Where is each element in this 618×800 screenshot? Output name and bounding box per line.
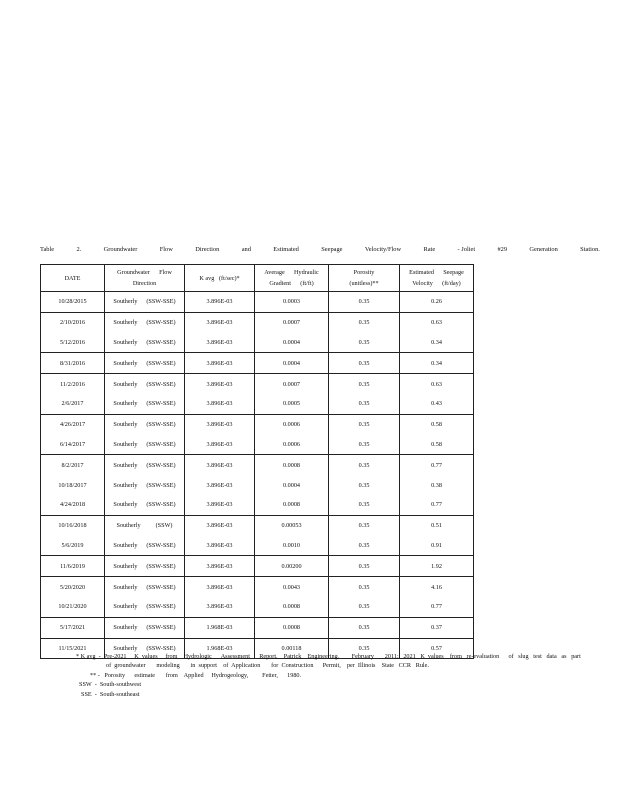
flow-direction-code: (SSW-SSE) <box>146 400 176 408</box>
table-row <box>41 374 474 394</box>
table-row <box>41 353 474 374</box>
flow-direction-code: (SSW-SSE) <box>146 421 176 429</box>
flow-direction-label: Southerly <box>113 481 138 489</box>
cell-gradient: 0.0006 <box>255 414 329 434</box>
table-row <box>41 515 474 535</box>
cell-porosity: 0.35 <box>329 577 400 597</box>
cell-velocity: 0.77 <box>400 455 474 475</box>
caption-word: Direction <box>195 246 220 253</box>
cell-porosity: 0.35 <box>329 374 400 394</box>
cell-gradient: 0.0008 <box>255 455 329 475</box>
cell-gradient: 0.0004 <box>255 353 329 374</box>
flow-direction-code: (SSW-SSE) <box>146 461 176 469</box>
table-header-row <box>41 265 474 292</box>
cell-velocity: 0.38 <box>400 475 474 495</box>
header-k-avg: K avg (ft/sec)* <box>185 265 255 292</box>
cell-flow-direction <box>105 333 185 353</box>
flow-direction-label: Southerly <box>116 522 141 530</box>
cell-date: 5/17/2021 <box>41 617 105 638</box>
flow-direction-label: Southerly <box>113 562 138 570</box>
cell-flow-direction <box>105 556 185 577</box>
cell-date: 8/31/2016 <box>41 353 105 374</box>
cell-gradient: 0.0003 <box>255 292 329 313</box>
cell-velocity: 0.57 <box>400 638 474 659</box>
cell-date: 10/16/2018 <box>41 515 105 535</box>
header-gradient: Average Hydraulic Gradient (ft/ft) <box>255 265 329 292</box>
cell-velocity: 0.63 <box>400 312 474 332</box>
cell-date: 5/12/2016 <box>41 333 105 353</box>
flow-direction-code: (SSW-SSE) <box>146 338 176 346</box>
flow-direction-label: Southerly <box>113 461 138 469</box>
cell-velocity: 0.58 <box>400 435 474 455</box>
flow-direction-code: (SSW-SSE) <box>146 319 176 327</box>
caption-word: Station. <box>580 246 600 253</box>
cell-k-avg: 3.896E-03 <box>185 455 255 475</box>
cell-date: 4/26/2017 <box>41 414 105 434</box>
cell-gradient: 0.0008 <box>255 597 329 617</box>
cell-k-avg: 1.968E-03 <box>185 638 255 659</box>
cell-k-avg: 1.968E-03 <box>185 617 255 638</box>
cell-velocity: 0.58 <box>400 414 474 434</box>
flow-direction-label: Southerly <box>113 603 138 611</box>
cell-k-avg: 3.896E-03 <box>185 374 255 394</box>
cell-date: 5/20/2020 <box>41 577 105 597</box>
cell-date: 8/2/2017 <box>41 455 105 475</box>
cell-porosity: 0.35 <box>329 353 400 374</box>
cell-date: 11/2/2016 <box>41 374 105 394</box>
cell-gradient: 0.00053 <box>255 515 329 535</box>
cell-flow-direction <box>105 455 185 475</box>
table-row <box>41 536 474 556</box>
cell-k-avg: 3.896E-03 <box>185 394 255 414</box>
cell-k-avg: 3.896E-03 <box>185 597 255 617</box>
footnote-k-avg: * K avg - Pre-2021 K values from Hydrologic Assessment Report, Patrick Engineering, February 2011; 2021 K values from re-evaluation of slug test data as part <box>76 653 581 660</box>
caption-word: Table <box>40 246 55 253</box>
flow-direction-code: (SSW) <box>155 522 173 530</box>
header-flow-direction: Groundwater Flow Direction <box>105 265 185 292</box>
cell-flow-direction <box>105 475 185 495</box>
cell-gradient: 0.0006 <box>255 435 329 455</box>
cell-gradient: 0.0007 <box>255 312 329 332</box>
flow-direction-code: (SSW-SSE) <box>146 583 176 591</box>
flow-direction-code: (SSW-SSE) <box>146 624 176 632</box>
table-row <box>41 475 474 495</box>
header-date: DATE <box>41 265 105 292</box>
table-row <box>41 394 474 414</box>
flow-direction-code: (SSW-SSE) <box>146 541 176 549</box>
cell-gradient: 0.00200 <box>255 556 329 577</box>
cell-velocity: 0.63 <box>400 374 474 394</box>
flow-direction-label: Southerly <box>113 541 138 549</box>
cell-date: 2/10/2016 <box>41 312 105 332</box>
cell-flow-direction <box>105 394 185 414</box>
cell-porosity: 0.35 <box>329 312 400 332</box>
cell-flow-direction <box>105 414 185 434</box>
cell-k-avg: 3.896E-03 <box>185 312 255 332</box>
cell-velocity: 4.16 <box>400 577 474 597</box>
cell-k-avg: 3.896E-03 <box>185 333 255 353</box>
table-row <box>41 292 474 313</box>
cell-flow-direction <box>105 536 185 556</box>
flow-direction-label: Southerly <box>113 440 138 448</box>
cell-k-avg: 3.896E-03 <box>185 414 255 434</box>
flow-direction-code: (SSW-SSE) <box>146 603 176 611</box>
cell-date: 2/6/2017 <box>41 394 105 414</box>
flow-direction-label: Southerly <box>113 421 138 429</box>
flow-direction-code: (SSW-SSE) <box>146 359 176 367</box>
cell-flow-direction <box>105 374 185 394</box>
cell-porosity: 0.35 <box>329 597 400 617</box>
cell-flow-direction <box>105 597 185 617</box>
cell-flow-direction <box>105 435 185 455</box>
cell-velocity: 0.37 <box>400 617 474 638</box>
cell-porosity: 0.35 <box>329 414 400 434</box>
cell-velocity: 1.92 <box>400 556 474 577</box>
cell-date: 11/15/2021 <box>41 638 105 659</box>
cell-gradient: 0.0043 <box>255 577 329 597</box>
cell-velocity: 0.77 <box>400 495 474 515</box>
cell-k-avg: 3.896E-03 <box>185 515 255 535</box>
cell-velocity: 0.34 <box>400 353 474 374</box>
cell-gradient: 0.0007 <box>255 374 329 394</box>
cell-gradient: 0.0004 <box>255 333 329 353</box>
cell-porosity: 0.35 <box>329 495 400 515</box>
flow-direction-label: Southerly <box>113 400 138 408</box>
caption-word: Seepage <box>321 246 343 253</box>
flow-direction-code: (SSW-SSE) <box>146 380 176 388</box>
cell-flow-direction <box>105 353 185 374</box>
flow-direction-code: (SSW-SSE) <box>146 501 176 509</box>
flow-direction-label: Southerly <box>113 338 138 346</box>
cell-date: 11/6/2019 <box>41 556 105 577</box>
table-row <box>41 577 474 597</box>
table-row <box>41 435 474 455</box>
caption-word: and <box>241 246 251 253</box>
cell-k-avg: 3.896E-03 <box>185 435 255 455</box>
cell-flow-direction <box>105 312 185 332</box>
footnote-porosity: ** - Porosity estimate from Applied Hydrogeology, Fetter, 1980. <box>90 671 302 679</box>
caption-word: #29 <box>497 246 508 253</box>
cell-velocity: 0.26 <box>400 292 474 313</box>
cell-gradient: 0.0008 <box>255 617 329 638</box>
cell-gradient: 0.0010 <box>255 536 329 556</box>
caption-word: Groundwater <box>103 246 138 253</box>
table-row <box>41 333 474 353</box>
cell-k-avg: 3.896E-03 <box>185 475 255 495</box>
groundwater-table <box>40 264 474 659</box>
cell-porosity: 0.35 <box>329 435 400 455</box>
header-porosity: Porosity (unitless)** <box>329 265 400 292</box>
caption-word: Rate <box>423 246 436 253</box>
caption-word: Estimated <box>273 246 299 253</box>
table-caption <box>40 246 600 253</box>
cell-k-avg: 3.896E-03 <box>185 556 255 577</box>
flow-direction-code: (SSW-SSE) <box>146 481 176 489</box>
table-footnotes <box>76 652 610 699</box>
caption-word: Velocity/Flow <box>364 246 402 253</box>
table-row <box>41 495 474 515</box>
footnote-k-avg-cont: of groundwater modeling in support of Application for Construction Permit, per Illinois State CCR Rule. <box>106 662 429 670</box>
cell-k-avg: 3.896E-03 <box>185 292 255 313</box>
cell-k-avg: 3.896E-03 <box>185 353 255 374</box>
table-row <box>41 617 474 638</box>
flow-direction-label: Southerly <box>113 644 138 652</box>
footnote-ssw: SSW - South-southwest <box>79 681 142 689</box>
table-row <box>41 414 474 434</box>
cell-velocity: 0.34 <box>400 333 474 353</box>
cell-k-avg: 3.896E-03 <box>185 577 255 597</box>
cell-porosity: 0.35 <box>329 292 400 313</box>
flow-direction-label: Southerly <box>113 319 138 327</box>
flow-direction-label: Southerly <box>113 583 138 591</box>
cell-porosity: 0.35 <box>329 556 400 577</box>
table-row <box>41 455 474 475</box>
cell-flow-direction <box>105 515 185 535</box>
caption-word: - Joliet <box>457 246 476 253</box>
flow-direction-label: Southerly <box>113 380 138 388</box>
cell-date: 4/24/2018 <box>41 495 105 515</box>
cell-flow-direction <box>105 577 185 597</box>
cell-porosity: 0.35 <box>329 536 400 556</box>
cell-flow-direction <box>105 292 185 313</box>
table-row <box>41 312 474 332</box>
cell-porosity: 0.35 <box>329 638 400 659</box>
table-row <box>41 556 474 577</box>
caption-word: Flow <box>159 246 173 253</box>
cell-porosity: 0.35 <box>329 515 400 535</box>
cell-date: 5/6/2019 <box>41 536 105 556</box>
header-velocity: Estimated Seepage Velocity (ft/day) <box>400 265 474 292</box>
cell-date: 6/14/2017 <box>41 435 105 455</box>
cell-date: 10/28/2015 <box>41 292 105 313</box>
cell-velocity: 0.51 <box>400 515 474 535</box>
cell-porosity: 0.35 <box>329 394 400 414</box>
cell-flow-direction <box>105 617 185 638</box>
cell-k-avg: 3.896E-03 <box>185 495 255 515</box>
cell-gradient: 0.0005 <box>255 394 329 414</box>
flow-direction-label: Southerly <box>113 359 138 367</box>
cell-velocity: 0.43 <box>400 394 474 414</box>
cell-date: 10/21/2020 <box>41 597 105 617</box>
footnote-sse: SSE - South-southeast <box>81 690 140 698</box>
flow-direction-code: (SSW-SSE) <box>146 440 176 448</box>
cell-gradient: 0.0008 <box>255 495 329 515</box>
cell-porosity: 0.35 <box>329 333 400 353</box>
flow-direction-code: (SSW-SSE) <box>146 562 176 570</box>
flow-direction-code: (SSW-SSE) <box>146 644 176 652</box>
cell-velocity: 0.77 <box>400 597 474 617</box>
flow-direction-code: (SSW-SSE) <box>146 298 176 306</box>
caption-word: Generation <box>529 246 558 253</box>
cell-porosity: 0.35 <box>329 475 400 495</box>
caption-word: 2. <box>76 246 82 253</box>
cell-porosity: 0.35 <box>329 617 400 638</box>
flow-direction-label: Southerly <box>113 624 138 632</box>
flow-direction-label: Southerly <box>113 501 138 509</box>
cell-velocity: 0.91 <box>400 536 474 556</box>
cell-porosity: 0.35 <box>329 455 400 475</box>
cell-gradient: 0.0004 <box>255 475 329 495</box>
cell-flow-direction <box>105 495 185 515</box>
cell-gradient: 0.00118 <box>255 638 329 659</box>
flow-direction-label: Southerly <box>113 298 138 306</box>
cell-date: 10/18/2017 <box>41 475 105 495</box>
cell-k-avg: 3.896E-03 <box>185 536 255 556</box>
table-row <box>41 597 474 617</box>
